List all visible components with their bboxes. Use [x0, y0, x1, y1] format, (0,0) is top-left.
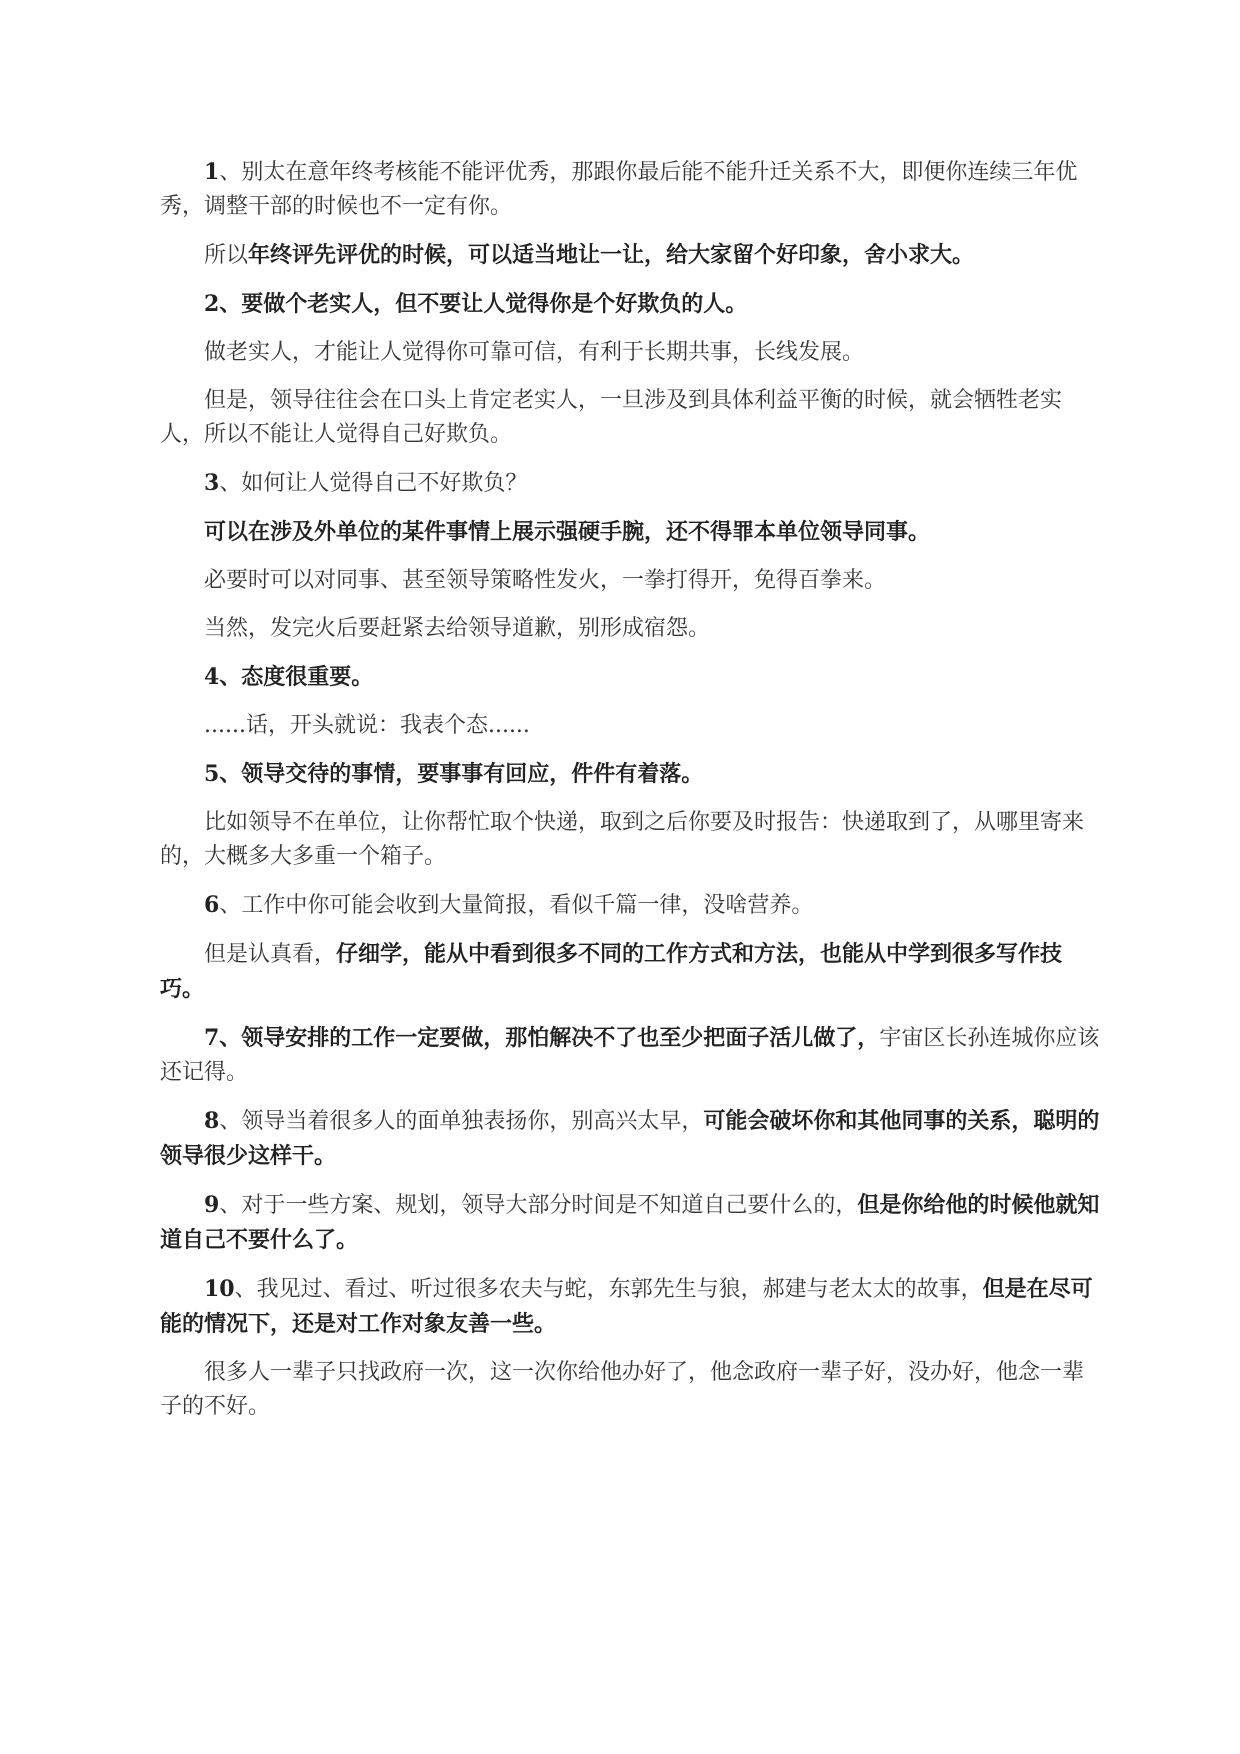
- paragraph: [160, 888, 1100, 923]
- paragraph: [160, 1104, 1100, 1174]
- text-run: 但是，领导往往会在口头上肯定老实人，一旦涉及到具体利益平衡的时候，就会牺牲老实人，所以不能让人觉得自己好欺负。: [160, 388, 1063, 447]
- text-run: 很多人一辈子只找政府一次，这一次你给他办好了，他念政府一辈子好，没办好，他念一辈子的不好。: [160, 1360, 1085, 1419]
- bold-text-run: 4、态度很重要。: [204, 664, 374, 690]
- bold-text-run: 8: [204, 1108, 220, 1134]
- bold-text-run: 年终评先评优的时候，可以适当地让一让，给大家留个好印象，舍小求大。: [248, 242, 975, 268]
- paragraph: [160, 515, 1100, 550]
- paragraph: [160, 384, 1100, 452]
- paragraph: [160, 564, 1100, 598]
- bold-text-run: 5、领导交待的事情，要事事有回应，件件有着落。: [204, 761, 704, 787]
- bold-text-run: 1: [204, 159, 220, 185]
- bold-text-run: 6: [204, 892, 220, 918]
- text-run: 、如何让人觉得自己不好欺负？: [219, 471, 528, 496]
- bold-text-run: 但是在尽可能的情况下，还是对工作对象友善一些。: [160, 1276, 1093, 1337]
- text-run: 必要时可以对同事、甚至领导策略性发火，一拳打得开，免得百拳来。: [204, 568, 887, 593]
- paragraph: [160, 612, 1100, 646]
- paragraph: [160, 287, 1100, 322]
- bold-text-run: 10: [204, 1276, 235, 1302]
- text-run: 、我见过、看过、听过很多农夫与蛇，东郭先生与狼，郝建与老太太的故事，: [234, 1277, 983, 1302]
- paragraph: [160, 238, 1100, 273]
- bold-text-run: 9: [204, 1192, 220, 1218]
- paragraph: [160, 709, 1100, 743]
- paragraph: [160, 155, 1100, 224]
- paragraph: [160, 937, 1100, 1007]
- bold-text-run: 2、要做个老实人，但不要让人觉得你是个好欺负的人。: [204, 291, 748, 317]
- text-run: 所以: [204, 243, 249, 268]
- paragraph: [160, 1021, 1100, 1090]
- paragraph: [160, 1272, 1100, 1342]
- paragraph: [160, 466, 1100, 501]
- text-run: 比如领导不在单位，让你帮忙取个快递，取到之后你要及时报告：快递取到了，从哪里寄来的，大概多大多重一个箱子。: [160, 810, 1085, 869]
- paragraph: [160, 336, 1100, 370]
- paragraph: [160, 1188, 1100, 1258]
- paragraph: [160, 660, 1100, 695]
- bold-text-run: 可以在涉及外单位的某件事情上展示强硬手腕，还不得罪本单位领导同事。: [204, 519, 931, 545]
- text-run: 做老实人，才能让人觉得你可靠可信，有利于长期共事，长线发展。: [204, 340, 865, 365]
- paragraph: [160, 757, 1100, 792]
- text-run: 、工作中你可能会收到大量简报，看似千篇一律，没啥营养。: [219, 893, 814, 918]
- text-run: 、对于一些方案、规划，领导大部分时间是不知道自己要什么的，: [219, 1193, 858, 1218]
- paragraph: [160, 806, 1100, 874]
- bold-text-run: 7、领导安排的工作一定要做，那怕解决不了也至少把面子活儿做了，: [204, 1025, 880, 1051]
- document-page: [160, 155, 1100, 1438]
- text-run: 、领导当着很多人的面单独表扬你，别高兴太早，: [219, 1109, 704, 1134]
- paragraph: [160, 1356, 1100, 1424]
- text-run: ......话，开头就说：我表个态......: [204, 713, 530, 738]
- text-run: 、别太在意年终考核能不能评优秀，那跟你最后能不能升迁关系不大，即便你连续三年优秀，调整干部的时候也不一定有你。: [160, 160, 1078, 219]
- text-run: 但是认真看，: [204, 942, 337, 967]
- bold-text-run: 但是你给他的时候他就知道自己不要什么了。: [160, 1192, 1100, 1253]
- bold-text-run: 可能会破坏你和其他同事的关系，聪明的领导很少这样干。: [160, 1108, 1100, 1169]
- bold-text-run: 3: [204, 470, 220, 496]
- text-run: 当然，发完火后要赶紧去给领导道歉，别形成宿怨。: [204, 616, 711, 641]
- bold-text-run: 仔细学，能从中看到很多不同的工作方式和方法，也能从中学到很多写作技巧。: [160, 941, 1063, 1002]
- text-run: 宇宙区长孙连城你应该还记得。: [160, 1026, 1100, 1085]
